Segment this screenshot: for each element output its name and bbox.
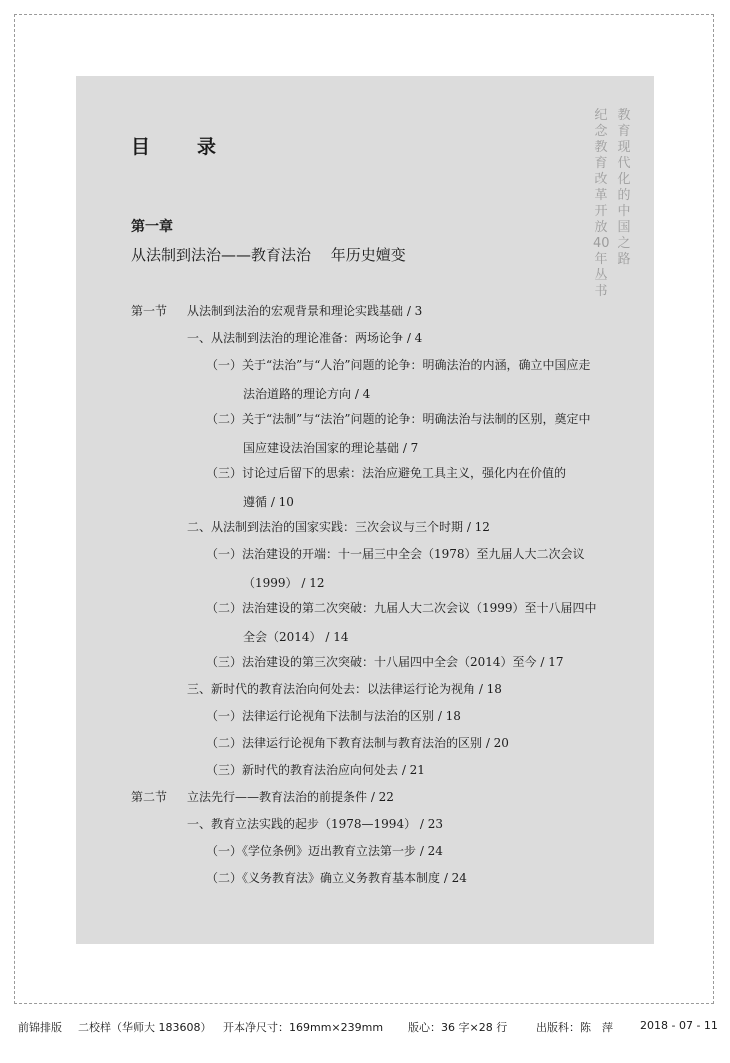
series-char: 中: [617, 204, 631, 219]
series-char: 开: [594, 204, 608, 219]
toc-item-entry[interactable]: （二）法治建设的第二次突破：九届人大二次会议（1999）至十八届四中: [206, 601, 597, 615]
toc-subsection-entry[interactable]: 二、从法制到法治的国家实践：三次会议与三个时期 / 12: [187, 520, 490, 534]
toc-item-continuation[interactable]: 遵循 / 10: [243, 495, 294, 509]
toc-subsection-entry[interactable]: 三、新时代的教育法治向何处去：以法律运行论为视角 / 18: [187, 682, 502, 696]
toc-item-continuation[interactable]: （1999） / 12: [243, 576, 325, 590]
series-char: 代: [617, 156, 631, 171]
series-char: 化: [617, 172, 631, 187]
footer-company: 前锦排版: [18, 1021, 62, 1034]
series-char: 现: [617, 140, 631, 155]
toc-section-entry[interactable]: 第二节 立法先行——教育法治的前提条件 / 22: [131, 790, 394, 804]
toc-item-entry[interactable]: （一）法治建设的开端：十一届三中全会（1978）至九届人大二次会议: [206, 547, 585, 561]
series-char: 40: [593, 236, 610, 251]
toc-subsection-entry[interactable]: 一、教育立法实践的起步（1978—1994） / 23: [187, 817, 444, 831]
series-char: 念: [594, 124, 608, 139]
toc-item-entry[interactable]: （一）法律运行论视角下法制与法治的区别 / 18: [206, 709, 461, 723]
series-char: 路: [617, 252, 631, 267]
document-page: [76, 76, 654, 944]
series-char: 育: [594, 156, 608, 171]
series-char: 丛: [594, 268, 608, 283]
footer-format: 版心：36 字×28 行: [408, 1021, 508, 1034]
footer-trim-size: 开本净尺寸：169mm×239mm: [223, 1021, 384, 1034]
toc-item-entry[interactable]: （一）关于“法治”与“人治”问题的论争：明确法治的内涵，确立中国应走: [206, 358, 591, 372]
toc-item-entry[interactable]: （三）讨论过后留下的思索：法治应避免工具主义，强化内在价值的: [206, 466, 567, 480]
toc-item-entry[interactable]: （三）法治建设的第三次突破：十八届四中全会（2014）至今 / 17: [206, 655, 564, 669]
series-char: 书: [594, 284, 608, 299]
toc-item-entry[interactable]: （二）《义务教育法》确立义务教育基本制度 / 24: [206, 871, 467, 885]
toc-subsection-entry[interactable]: 一、从法制到法治的理论准备：两场论争 / 4: [187, 331, 423, 345]
series-char: 国: [617, 220, 631, 235]
series-char: 之: [617, 236, 631, 251]
series-char: 育: [617, 124, 631, 139]
table-of-contents: [76, 76, 654, 944]
toc-item-entry[interactable]: （一）《学位条例》迈出教育立法第一步 / 24: [206, 844, 443, 858]
series-char: 革: [594, 188, 608, 203]
toc-section-entry[interactable]: 第一节 从法制到法治的宏观背景和理论实践基础 / 3: [131, 304, 423, 318]
toc-item-entry[interactable]: （三）新时代的教育法治应向何处去 / 21: [206, 763, 425, 777]
chapter-label: 第一章: [131, 219, 173, 235]
series-char: 教: [617, 108, 631, 123]
toc-item-continuation[interactable]: 全会（2014） / 14: [243, 630, 349, 644]
footer-date: 2018 - 07 - 11: [640, 1019, 718, 1032]
series-char: 教: [594, 140, 608, 155]
series-char: 放: [594, 220, 608, 235]
series-char: 纪: [594, 108, 608, 123]
toc-item-entry[interactable]: （二）关于“法制”与“法治”问题的论争：明确法治与法制的区别，奠定中: [206, 412, 591, 426]
series-char: 年: [594, 252, 608, 267]
footer-proof: 二校样（华师大 183608）: [78, 1021, 212, 1034]
series-char: 改: [594, 172, 608, 187]
chapter-title: 从法制到法治——教育法治 年历史嬗变: [131, 246, 406, 264]
series-char: 的: [617, 188, 631, 203]
toc-item-continuation[interactable]: 法治道路的理论方向 / 4: [243, 387, 371, 401]
page-title: 目 录: [131, 136, 231, 158]
footer-editor: 出版科：陈 萍: [536, 1021, 613, 1034]
toc-item-continuation[interactable]: 国应建设法治国家的理论基础 / 7: [243, 441, 419, 455]
toc-item-entry[interactable]: （二）法律运行论视角下教育法制与教育法治的区别 / 20: [206, 736, 509, 750]
